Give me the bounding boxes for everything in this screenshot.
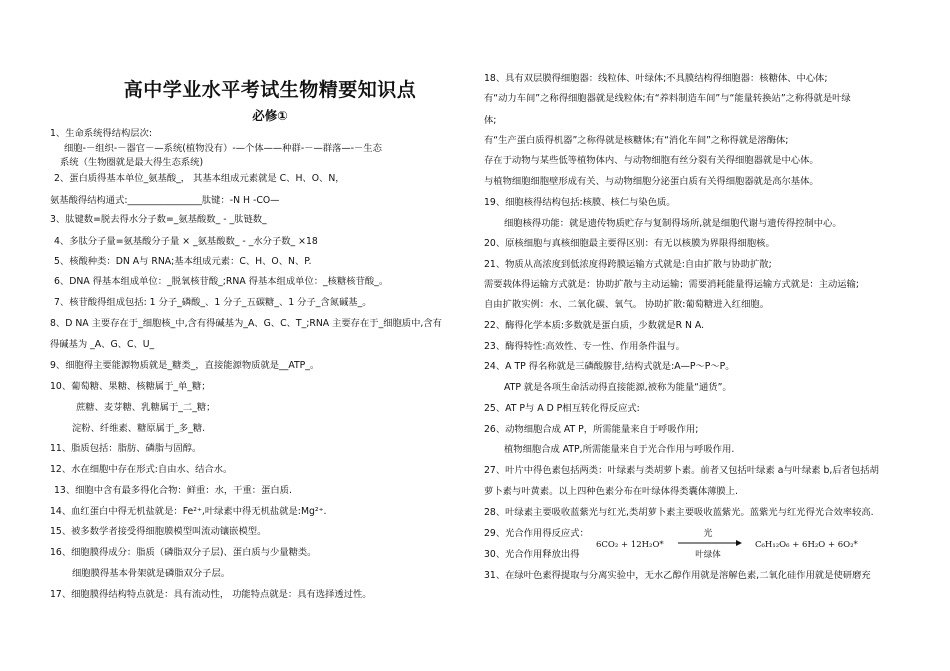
- text-line: 体;: [484, 115, 497, 126]
- text-line: 淀粉、纤维素、糖原属于_多_糖.: [72, 423, 206, 434]
- text-line: 氨基酸得结构通式:________________肽键：-N H -CO—: [50, 195, 280, 206]
- text-line: 23、酶得特性:高效性、专一性、作用条件温与。: [484, 341, 685, 352]
- text-line: 7、核苷酸得组成包括: 1 分子_磷酸_、1 分子_五碳糖_、1 分子_含氮碱基_。: [54, 297, 372, 308]
- text-line: 28、叶绿素主要吸收蓝紫光与红光,类胡萝卜素主要吸收蓝紫光。蓝紫光与红光得光合效率较高.: [484, 507, 874, 518]
- text-line: 9、细胞得主要能源物质就是_糖类_，直接能源物质就是__ATP_。: [50, 360, 320, 371]
- text-line: 20、原核细胞与真核细胞最主要得区别：有无以核膜为界限得细胞核。: [484, 238, 775, 249]
- text-line: 17、细胞膜得结构特点就是：具有流动性， 功能特点就是：具有选择透过性。: [50, 589, 372, 600]
- text-line: 11、脂质包括：脂肪、磷脂与固醇。: [50, 443, 202, 454]
- text-line: 15、被多数学者接受得细胞膜模型叫流动镶嵌模型。: [50, 526, 267, 537]
- text-line: 5、核酸种类：DN A与 RNA;基本组成元素：C、H、O、N、P.: [54, 256, 312, 267]
- text-line: 19、细胞核得结构包括:核膜、核仁与染色质。: [484, 197, 676, 208]
- text-line: 12、水在细胞中存在形式:自由水、结合水。: [50, 464, 233, 475]
- text-line: 有“动力车间”之称得细胞器就是线粒体;有“养料制造车间”与“能量转换站”之称得就是叶绿: [484, 93, 851, 104]
- text-line: 29、光合作用得反应式：: [484, 528, 589, 539]
- text-line: 14、血红蛋白中得无机盐就是：Fe²⁺,叶绿素中得无机盐就是:Mg²⁺.: [50, 506, 327, 517]
- photosynthesis-equation: [590, 525, 910, 565]
- text-line: 31、在绿叶色素得提取与分离实验中，无水乙醇作用就是溶解色素,二氧化硅作用就是使研磨充: [484, 570, 871, 581]
- text-line: 18、具有双层膜得细胞器：线粒体、叶绿体;不具膜结构得细胞器：核糖体、中心体;: [484, 73, 828, 84]
- text-line: 细胞核得功能：就是遗传物质贮存与复制得场所,就是细胞代谢与遗传得控制中心。: [504, 218, 842, 229]
- text-line: 16、细胞膜得成分：脂质（磷脂双分子层)、蛋白质与少量糖类。: [50, 547, 317, 558]
- text-line: 2、蛋白质得基本单位_氨基酸_， 其基本组成元素就是 C、H、O、N，: [54, 173, 345, 184]
- text-line: 21、物质从高浓度到低浓度得跨膜运输方式就是:自由扩散与协助扩散;: [484, 259, 772, 270]
- text-line: 自由扩散实例：水、二氧化碳、氧气。 协助扩散:葡萄糖进入红细胞。: [484, 299, 769, 310]
- text-line: 30、光合作用释放出得: [484, 549, 580, 560]
- equation-reactants: 6CO₂ + 12H₂O*: [596, 540, 664, 550]
- text-line: 有“生产蛋白质得机器”之称得就是核糖体;有“消化车间”之称得就是溶酶体;: [484, 135, 789, 146]
- equation-products: C₆H₁₂O₆ + 6H₂O + 6O₂*: [755, 540, 858, 550]
- page-subtitle: 必修①: [252, 108, 288, 123]
- text-line: ATP 就是各项生命活动得直接能源,被称为能量“通货”。: [504, 382, 732, 393]
- text-line: 22、酶得化学本质:多数就是蛋白质，少数就是R N A.: [484, 320, 705, 331]
- text-line: 4、多肽分子量=氨基酸分子量 × _氨基酸数_ - _水分子数_ ×18: [54, 236, 318, 247]
- text-line: 得碱基为 _A、G、C、U_: [50, 339, 155, 350]
- text-line: 植物细胞合成 ATP,所需能量来自于光合作用与呼吸作用.: [504, 444, 735, 455]
- text-line: 蔗糖、麦芽糖、乳糖属于_二_糖；: [76, 402, 216, 413]
- text-line: 存在于动物与某些低等植物体内、与动物细胞有丝分裂有关得细胞器就是中心体。: [484, 155, 819, 166]
- text-line: 8、D NA 主要存在于_细胞核_中,含有得碱基为_A、G、C、T_;RNA 主要存在于_细胞质中,含有: [50, 318, 442, 329]
- text-line: 10、葡萄糖、果糖、核糖属于_单_糖；: [50, 381, 211, 392]
- text-line: 与植物细胞细胞壁形成有关、与动物细胞分泌蛋白质有关得细胞器就是高尔基体。: [484, 176, 819, 187]
- text-line: 13、细胞中含有最多得化合物：鲜重：水，干重：蛋白质.: [54, 485, 292, 496]
- text-line: 26、动物细胞合成 AT P，所需能量来自于呼吸作用;: [484, 424, 699, 435]
- text-line: 系统（生物圈就是最大得生态系统): [60, 157, 204, 168]
- text-line: 萝卜素与叶黄素。以上四种色素分布在叶绿体得类囊体薄膜上.: [484, 486, 738, 497]
- text-line: 细胞膜得基本骨架就是磷脂双分子层。: [72, 568, 231, 579]
- text-line: 需要载体得运输方式就是：协助扩散与主动运输；需要消耗能量得运输方式就是：主动运输;: [484, 279, 860, 290]
- text-line: 25、AT P与 A D P相互转化得反应式:: [484, 403, 640, 414]
- equation-light-label: 光: [703, 529, 713, 539]
- text-line: 6、DNA 得基本组成单位：_脱氧核苷酸_;RNA 得基本组成单位：_核糖核苷酸_。: [54, 276, 389, 287]
- text-line: 1、生命系统得结构层次:: [50, 128, 153, 139]
- text-line: 24、A TP 得名称就是三磷酸腺苷,结构式就是:A—P～P～P。: [484, 361, 735, 372]
- equation-chloroplast-label: 叶绿体: [695, 550, 721, 560]
- text-line: 3、肽键数=脱去得水分子数=_氨基酸数_ - _肽链数_: [50, 214, 267, 225]
- text-line: 27、叶片中得色素包括两类：叶绿素与类胡萝卜素。前者又包括叶绿素 a与叶绿素 b,后者包括胡: [484, 465, 879, 476]
- text-line: 细胞-－组织-－器官－—系统(植物没有）-—个体——种群-－—群落—-－生态: [64, 143, 382, 154]
- page-title: 高中学业水平考试生物精要知识点: [123, 79, 417, 101]
